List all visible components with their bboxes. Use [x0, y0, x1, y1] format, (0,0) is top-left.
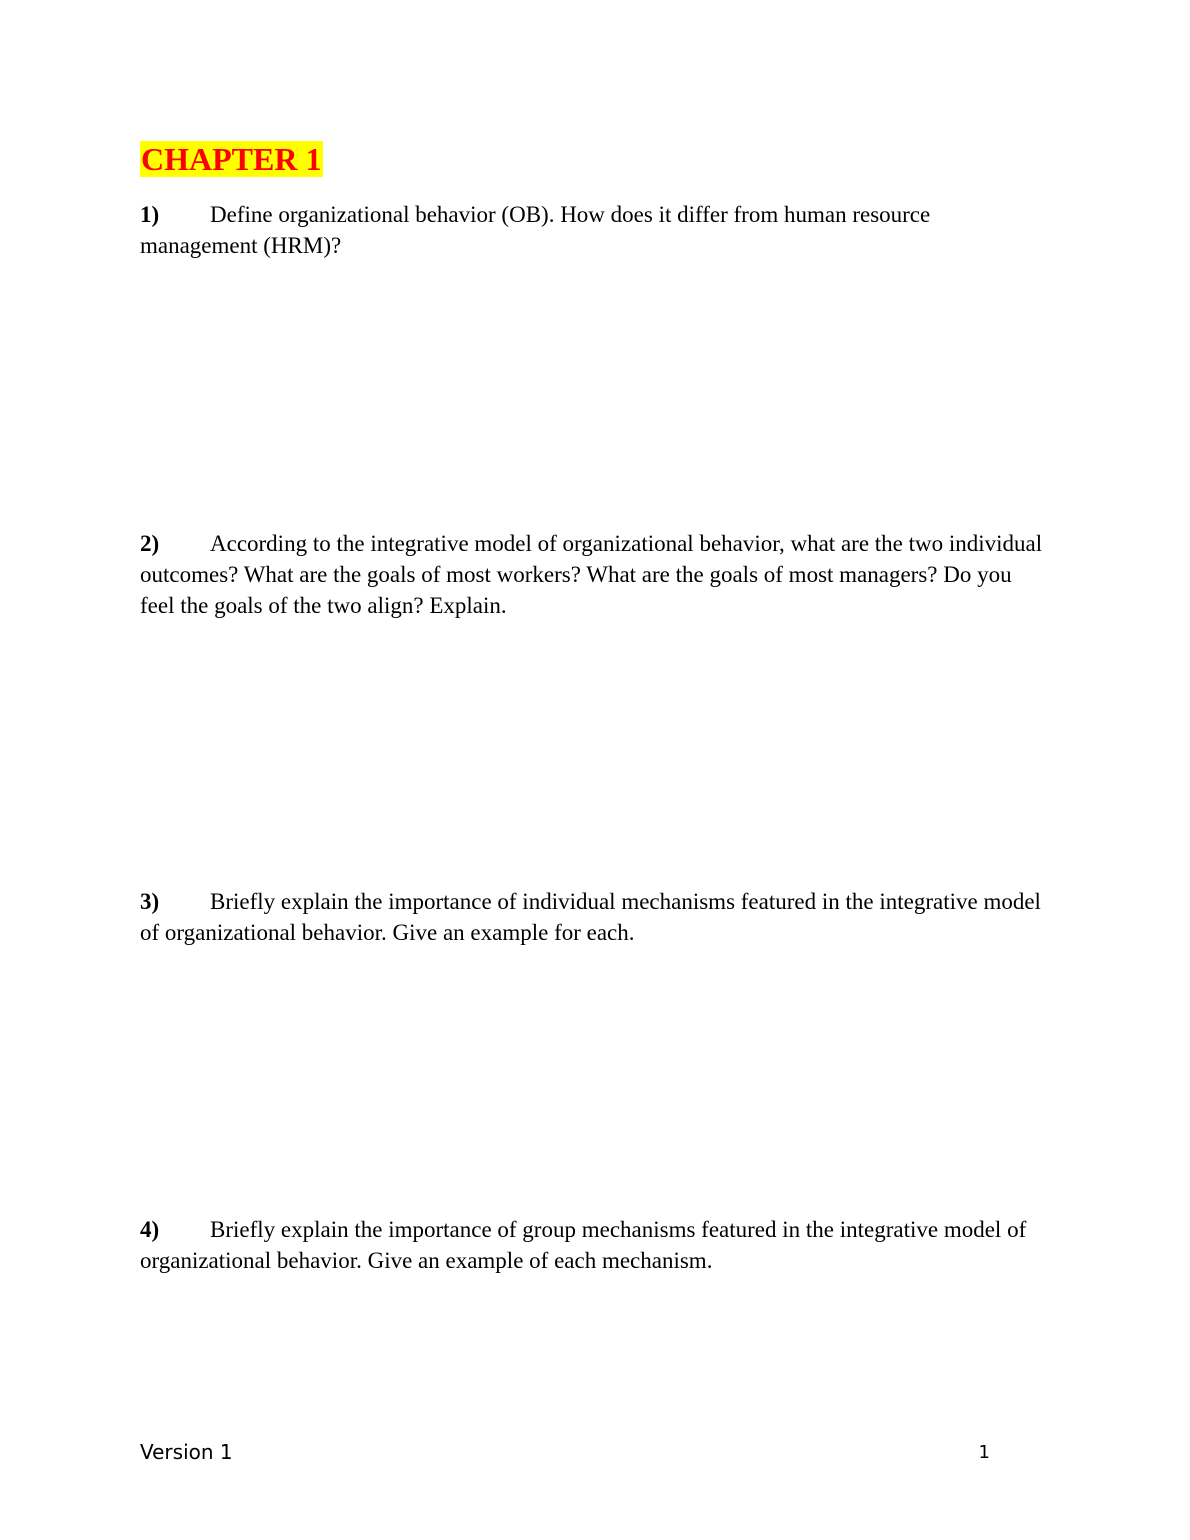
question-number: 3): [140, 889, 160, 914]
question-4: [140, 1214, 1050, 1276]
question-number: 2): [140, 531, 160, 556]
question-text: Briefly explain the importance of group mechanisms featured in the integrative model of organizational behavior. Give an example of each mechanism.: [140, 1217, 1027, 1273]
footer-page-number: 1: [978, 1442, 990, 1463]
question-number: 1): [140, 202, 160, 227]
question-text: Briefly explain the importance of individual mechanisms featured in the integrative model of organizational behavior. Give an example for each.: [140, 889, 1041, 945]
chapter-title: CHAPTER 1: [141, 141, 322, 177]
question-number: 4): [140, 1217, 160, 1242]
question-2: [140, 528, 1050, 621]
question-3: [140, 886, 1050, 948]
question-text: Define organizational behavior (OB). How does it differ from human resource management (HRM)?: [140, 202, 931, 258]
question-1: [140, 199, 1050, 261]
question-text: According to the integrative model of organizational behavior, what are the two individual outcomes? What are the goals of most workers? What are the goals of most managers? Do you feel the goals of the two align? Explain.: [140, 531, 1043, 618]
footer-version: Version 1: [140, 1440, 233, 1464]
